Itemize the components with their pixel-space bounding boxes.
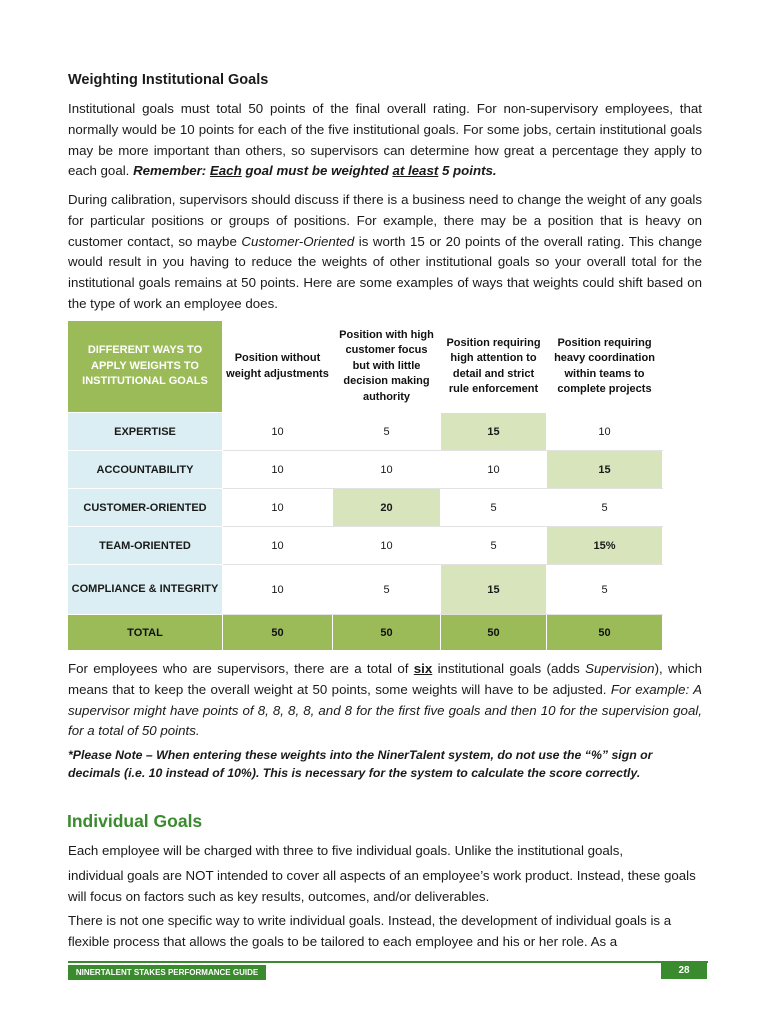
table-cell: 5 [547, 489, 663, 527]
text-each: Each [209, 163, 242, 179]
table-cell: 10 [333, 451, 441, 489]
table-row [68, 489, 663, 527]
table-row [68, 451, 663, 489]
table-cell-highlighted: 15 [441, 565, 547, 615]
text-customer-oriented: Customer-Oriented [241, 233, 355, 249]
text-intro: Institutional goals must total 50 points of the final overall rating. For non-supervisory employees, that normally would be 10 points for each of the five institutional goals. For some jobs, certain institutional goals may be more important than others, so supervisors can determine how great a percentage they apply to each goal. [68, 101, 702, 179]
table-cell: 5 [441, 489, 547, 527]
table-cell: 10 [223, 413, 333, 451]
weights-table [67, 320, 663, 651]
text-supervisors-b: institutional goals (adds [432, 661, 586, 676]
column-header: Position without weight adjustments [223, 321, 333, 413]
column-header: Position requiring high attention to detail and strict rule enforcement [441, 321, 547, 413]
page-number: 28 [661, 963, 707, 979]
table-cell: 10 [223, 565, 333, 615]
total-cell: 50 [333, 615, 441, 651]
row-label: EXPERTISE [68, 413, 223, 451]
table-corner-header: DIFFERENT WAYS TO APPLY WEIGHTS TO INSTITUTIONAL GOALS [68, 321, 223, 413]
table-cell: 10 [223, 527, 333, 565]
paragraph-individual-2: individual goals are NOT intended to cover all aspects of an employee’s work product. Instead, these goals will focus on factors such as key results, outcomes, and/or deliverables. [68, 868, 696, 904]
column-header: Position with high customer focus but with little decision making authority [333, 321, 441, 413]
text-supervision: Supervision [585, 661, 655, 676]
paragraph-calibration [68, 190, 702, 315]
row-label: TEAM-ORIENTED [68, 527, 223, 565]
text-at-least: at least [392, 163, 439, 179]
text-supervisors-a: For employees who are supervisors, there are a total of [68, 661, 414, 676]
table-total-row [68, 615, 663, 651]
text-five-points: 5 points. [438, 163, 497, 179]
paragraph-individual-3: There is not one specific way to write individual goals. Instead, the development of individual goals is a flexible process that allows the goals to be tailored to each employee and his or her role. As a [68, 913, 672, 949]
text-remember: Remember: [133, 163, 210, 179]
column-header: Position requiring heavy coordination within teams to complete projects [547, 321, 663, 413]
table-header-row [68, 321, 663, 413]
text-six: six [413, 661, 433, 676]
table-cell: 10 [223, 451, 333, 489]
table-cell: 5 [333, 565, 441, 615]
row-label: CUSTOMER-ORIENTED [68, 489, 223, 527]
table-cell-highlighted: 15% [547, 527, 663, 565]
total-label: TOTAL [68, 615, 223, 651]
table-cell: 10 [333, 527, 441, 565]
text-example: For example: A supervisor might have points of 8, 8, 8, 8, and 8 for the first five goals and then 10 for the supervision goal, for a total of 50 points. [68, 681, 702, 739]
section-heading-individual-goals: Individual Goals [67, 811, 203, 831]
total-cell: 50 [547, 615, 663, 651]
text-supervisors-c: ), which means that to keep the overall weight at 50 points, some weights will have to be adjusted. [68, 661, 703, 697]
footer-divider [68, 961, 708, 963]
paragraph-individual-1: Each employee will be charged with three to five individual goals. Unlike the institutional goals, [68, 843, 624, 858]
table-cell-highlighted: 15 [547, 451, 663, 489]
text-calibration-a: During calibration, supervisors should discuss if there is a business need to change the weight of any goals for particular positions or groups of positions. For example, there may be a position that is heavy on customer contact, so maybe [68, 192, 702, 249]
table-row [68, 527, 663, 565]
row-label: ACCOUNTABILITY [68, 451, 223, 489]
table-row [68, 413, 663, 451]
table-row [68, 565, 663, 615]
table-cell-highlighted: 15 [441, 413, 547, 451]
paragraph-weighting-intro [68, 99, 702, 182]
please-note: *Please Note – When entering these weights into the NinerTalent system, do not use the “%” sign or decimals (i.e. 10 instead of 10%). This is necessary for the system to calculate the score correctly. [68, 748, 653, 780]
total-cell: 50 [441, 615, 547, 651]
table-cell: 5 [547, 565, 663, 615]
table-cell: 5 [441, 527, 547, 565]
table-cell: 10 [441, 451, 547, 489]
table-cell: 10 [547, 413, 663, 451]
table-cell: 10 [223, 489, 333, 527]
table-cell-highlighted: 20 [333, 489, 441, 527]
text-calibration-b: is worth 15 or 20 points of the overall rating. This change would result in you having to reduce the weights of other institutional goals so your overall total for the institutional goals remains at 50 points. Here are some examples of ways that weights could shift based on the type of work an employee does. [68, 233, 702, 311]
table-cell: 5 [333, 413, 441, 451]
row-label: COMPLIANCE & INTEGRITY [68, 565, 223, 615]
total-cell: 50 [223, 615, 333, 651]
paragraph-supervisors [68, 659, 702, 742]
footer-guide-title: NINERTALENT STAKES PERFORMANCE GUIDE [68, 965, 266, 980]
section-heading-weighting: Weighting Institutional Goals [68, 72, 269, 88]
text-weighted: goal must be weighted [241, 163, 393, 179]
